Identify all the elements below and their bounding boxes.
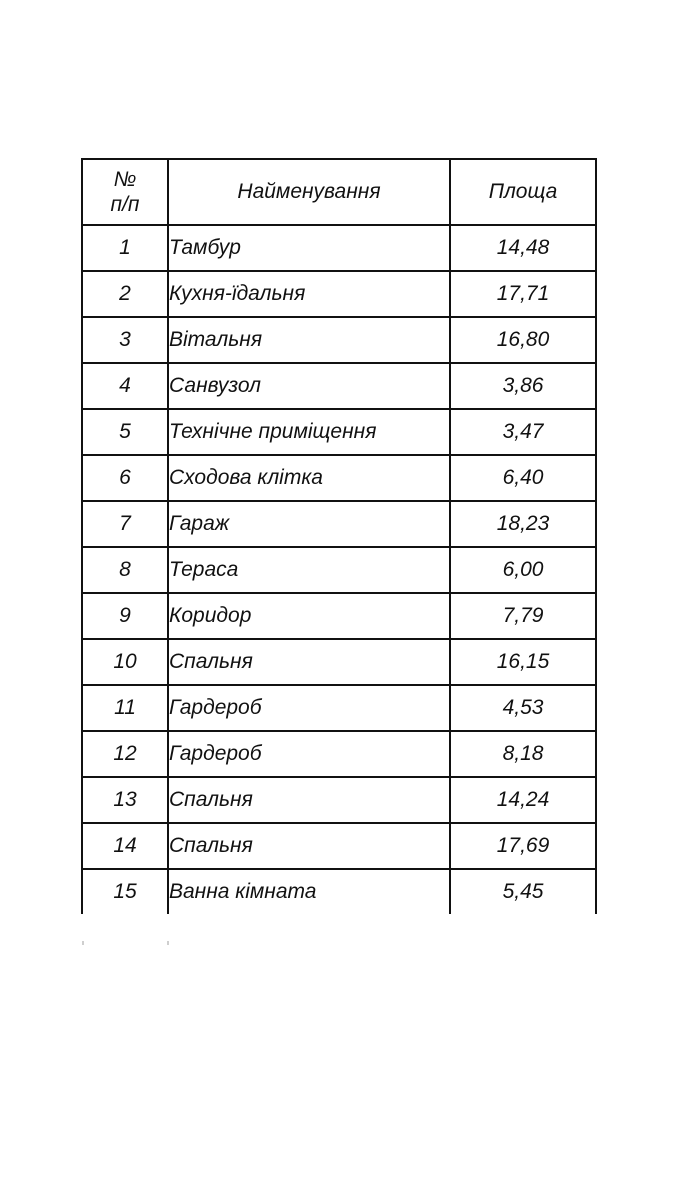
room-name: Вітальня (168, 317, 450, 363)
table-row (82, 455, 596, 501)
header-number (82, 159, 168, 225)
header-area: Площа (450, 159, 596, 225)
row-number: 1 (82, 225, 168, 271)
header-number-abbrev: п/п (110, 193, 140, 216)
room-name: Кухня-їдальня (168, 271, 450, 317)
table-row (82, 317, 596, 363)
table-row (82, 271, 596, 317)
row-number: 9 (82, 593, 168, 639)
row-number: 15 (82, 869, 168, 914)
table-row (82, 409, 596, 455)
table-row (82, 593, 596, 639)
room-area: 16,80 (450, 317, 596, 363)
room-area-table (81, 158, 597, 914)
room-name: Коридор (168, 593, 450, 639)
row-number: 3 (82, 317, 168, 363)
table-row (82, 869, 596, 914)
table-row (82, 731, 596, 777)
row-number: 10 (82, 639, 168, 685)
room-name: Гардероб (168, 685, 450, 731)
room-area: 16,15 (450, 639, 596, 685)
room-area: 17,69 (450, 823, 596, 869)
row-number: 4 (82, 363, 168, 409)
room-name: Тамбур (168, 225, 450, 271)
row-number: 13 (82, 777, 168, 823)
room-area: 14,24 (450, 777, 596, 823)
row-number: 12 (82, 731, 168, 777)
room-name: Технічне приміщення (168, 409, 450, 455)
room-name: Гардероб (168, 731, 450, 777)
room-name: Спальня (168, 777, 450, 823)
table-row (82, 363, 596, 409)
room-area: 5,45 (450, 869, 596, 914)
table-row (82, 639, 596, 685)
row-number: 7 (82, 501, 168, 547)
scan-speck (82, 941, 84, 945)
row-number: 2 (82, 271, 168, 317)
table-body (82, 225, 596, 914)
room-area: 6,40 (450, 455, 596, 501)
row-number: 14 (82, 823, 168, 869)
room-name: Спальня (168, 639, 450, 685)
row-number: 8 (82, 547, 168, 593)
room-area: 6,00 (450, 547, 596, 593)
row-number: 5 (82, 409, 168, 455)
room-area: 3,86 (450, 363, 596, 409)
header-number-symbol: № (113, 168, 137, 191)
room-area: 18,23 (450, 501, 596, 547)
room-name: Гараж (168, 501, 450, 547)
header-name: Найменування (168, 159, 450, 225)
row-number: 11 (82, 685, 168, 731)
room-area: 4,53 (450, 685, 596, 731)
room-area: 17,71 (450, 271, 596, 317)
room-name: Санвузол (168, 363, 450, 409)
room-area: 8,18 (450, 731, 596, 777)
room-area: 7,79 (450, 593, 596, 639)
row-number: 6 (82, 455, 168, 501)
room-name: Сходова клітка (168, 455, 450, 501)
table-header (82, 159, 596, 225)
room-name: Ванна кімната (168, 869, 450, 914)
table-row (82, 501, 596, 547)
table-row (82, 225, 596, 271)
room-area: 14,48 (450, 225, 596, 271)
room-area: 3,47 (450, 409, 596, 455)
scan-speck (167, 941, 169, 945)
table-row (82, 685, 596, 731)
table-row (82, 547, 596, 593)
header-row (82, 159, 596, 225)
room-name: Спальня (168, 823, 450, 869)
table-row (82, 823, 596, 869)
room-name: Тераса (168, 547, 450, 593)
table-row (82, 777, 596, 823)
